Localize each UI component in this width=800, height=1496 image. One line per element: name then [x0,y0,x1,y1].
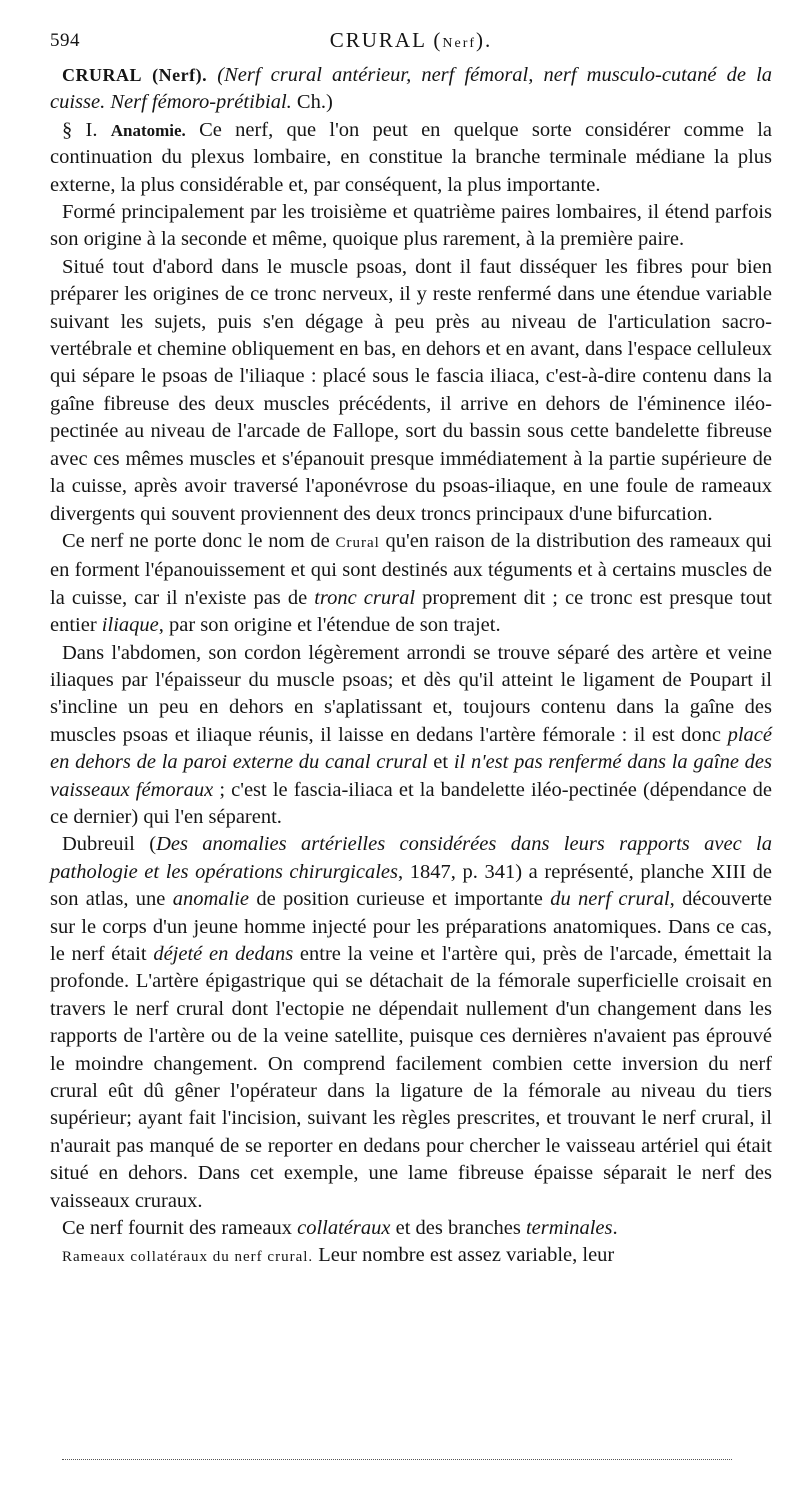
paragraph-name-crural [50,528,772,640]
italic-run: collatéraux [297,1217,391,1240]
running-title-paren-close: ). [476,28,493,52]
body-text [50,62,772,1272]
entry-author: Ch.) [296,91,333,114]
paragraph-collateral-branches [50,1242,772,1271]
italic-run: du nerf crural [550,888,670,911]
italic-run: tronc crural [314,586,416,609]
text-run: de position curieuse et importante [249,888,551,911]
footer-dotted-rule [62,1459,732,1460]
small-caps-run: Rameaux collatéraux du nerf crural. [62,1249,314,1266]
section-label: Anatomie. [110,120,186,140]
paragraph-abdomen [50,640,772,832]
text-run: , 1847, p. 341) a représenté, planche XIII de son atlas, une [50,860,772,911]
text-run: Ce nerf fournit des rameaux [62,1217,298,1240]
section-anatomy-paragraph [50,117,772,199]
text-run: Ce nerf ne porte donc le nom de [62,529,336,552]
page-number: 594 [50,30,80,51]
running-head [50,24,772,60]
paragraph-origin: Formé principalement par les troisième et quatrième paires lombaires, il étend parfois son origine à la seconde et même, quoique plus rarement, à la première paire. [50,201,772,251]
running-title-word: CRURAL [329,28,427,52]
text-run: , découverte sur le corps d'un jeune homme injecté pour les préparations anatomiques. Dans ce cas, le nerf était [50,888,772,965]
italic-run: il n'est pas renfermé dans la gaîne des vaisseaux fémoraux [50,751,772,801]
text-run: entre la veine et l'artère qui, près de l'arcade, émettait la profonde. L'artère épigastrique qui se détachait de la fémorale superficielle croisait en travers le nerf crural dont l'ectopie ne dépendait nullement d'un changement dans les rapports de l'artère ou de la veine satellite, puisque ces dernières n'avaient pas éprouvé le moindre changement. On comprend facilement combien cette inversion du nerf crural eût dû gêner l'opérateur dans la ligature de la fémorale au niveau du tiers supérieur; ayant fait l'incision, suivant les règles prescrites, et trouvant le nerf crural, il n'aurait pas manqué de se reporter en dedans pour chercher le vaisseau artériel qui était situé en dehors. Dans cet exemple, une lame fibreuse épaisse séparait le nerf des vaisseaux cruraux. [50,943,772,1212]
running-title-paren-open: ( [426,28,443,52]
italic-run: Des anomalies artérielles considérées dans leurs rapports avec la pathologie et les opérations chirurgicales [50,833,772,883]
entry-synonyms: (Nerf crural antérieur, nerf fémoral, nerf musculo-cutané de la cuisse. Nerf fémoro-prétibial. [50,64,773,114]
italic-run: anomalie [172,888,250,911]
text-run: , par son origine et l'étendue de son trajet. [158,614,501,637]
paragraph-course: Situé tout d'abord dans le muscle psoas, dont il faut disséquer les fibres pour bien préparer les origines de ce tronc nerveux, il y reste renfermé dans une étendue variable suivant les sujets, puis s'en dégage à peu près au niveau de l'articulation sacro-vertébrale et chemine obliquement en bas, en dehors et en avant, dans l'espace celluleux qui sépare le psoas de l'iliaque : placé sous le fascia iliaca, c'est-à-dire contenu dans la gaîne fibreuse des deux muscles précédents, il arrive en dehors de l'éminence iléo-pectinée au niveau de l'arcade de Fallope, sort du bassin sous cette bandelette fibreuse avec ces mêmes muscles et s'épanouit presque immédiatement à la partie supérieure de la cuisse, après avoir traversé l'aponévrose du psoas-iliaque, en une foule de rameaux divergents qui souvent proviennent des deux troncs principaux d'une bifurcation. [50,255,772,525]
text-run: Dans l'abdomen, son cordon légèrement arrondi se trouve séparé des artère et veine iliaques par l'épaisseur du muscle psoas; et dès qu'il atteint le ligament de Poupart il s'incline un peu en dehors en s'aplatissant et, toujours contenu dans la gaîne des muscles psoas et iliaque réunis, il laisse en dedans l'artère fémorale : il est donc [50,641,772,746]
text-run: . [612,1217,618,1240]
running-title [50,28,772,53]
entry-headword-sub: (Nerf). [152,65,208,85]
text-run: et des branches [390,1217,526,1240]
text-run: proprement dit ; ce tronc est presque tout entier [50,586,772,637]
paragraph-dubreuil [50,831,772,1215]
italic-run: terminales [525,1217,613,1240]
small-caps-run: Crural [335,534,380,551]
text-run: et [427,751,454,774]
section-anatomy-text: Ce nerf, que l'on peut en quelque sorte considérer comme la continuation du plexus lombaire, en constitue la branche terminale médiane la plus externe, la plus considérable et, par conséquent, la plus importante. [50,118,773,196]
italic-run: déjeté en dedans [153,943,294,965]
text-run: ; c'est le fascia-iliaca et la bandelette iléo-pectinée (dépendance de ce dernier) qui l'en séparent. [50,778,772,828]
italic-run: iliaque [101,614,159,637]
entry-header [50,62,772,117]
text-run: Dubreuil ( [62,833,157,856]
text-run: qu'en raison de la distribution des rameaux qui en forment l'épanouissement et qui sont destinés aux téguments et à certains muscles de la cuisse, car il n'existe pas de [50,529,772,609]
section-number: § I. [62,118,98,141]
text-run: Leur nombre est assez variable, leur [313,1244,615,1267]
italic-run: placé en dehors de la paroi externe du canal crural [50,723,772,774]
entry-headword: CRURAL [62,65,143,85]
running-title-small-caps: Nerf [442,36,477,51]
paragraph-branches [50,1215,772,1242]
